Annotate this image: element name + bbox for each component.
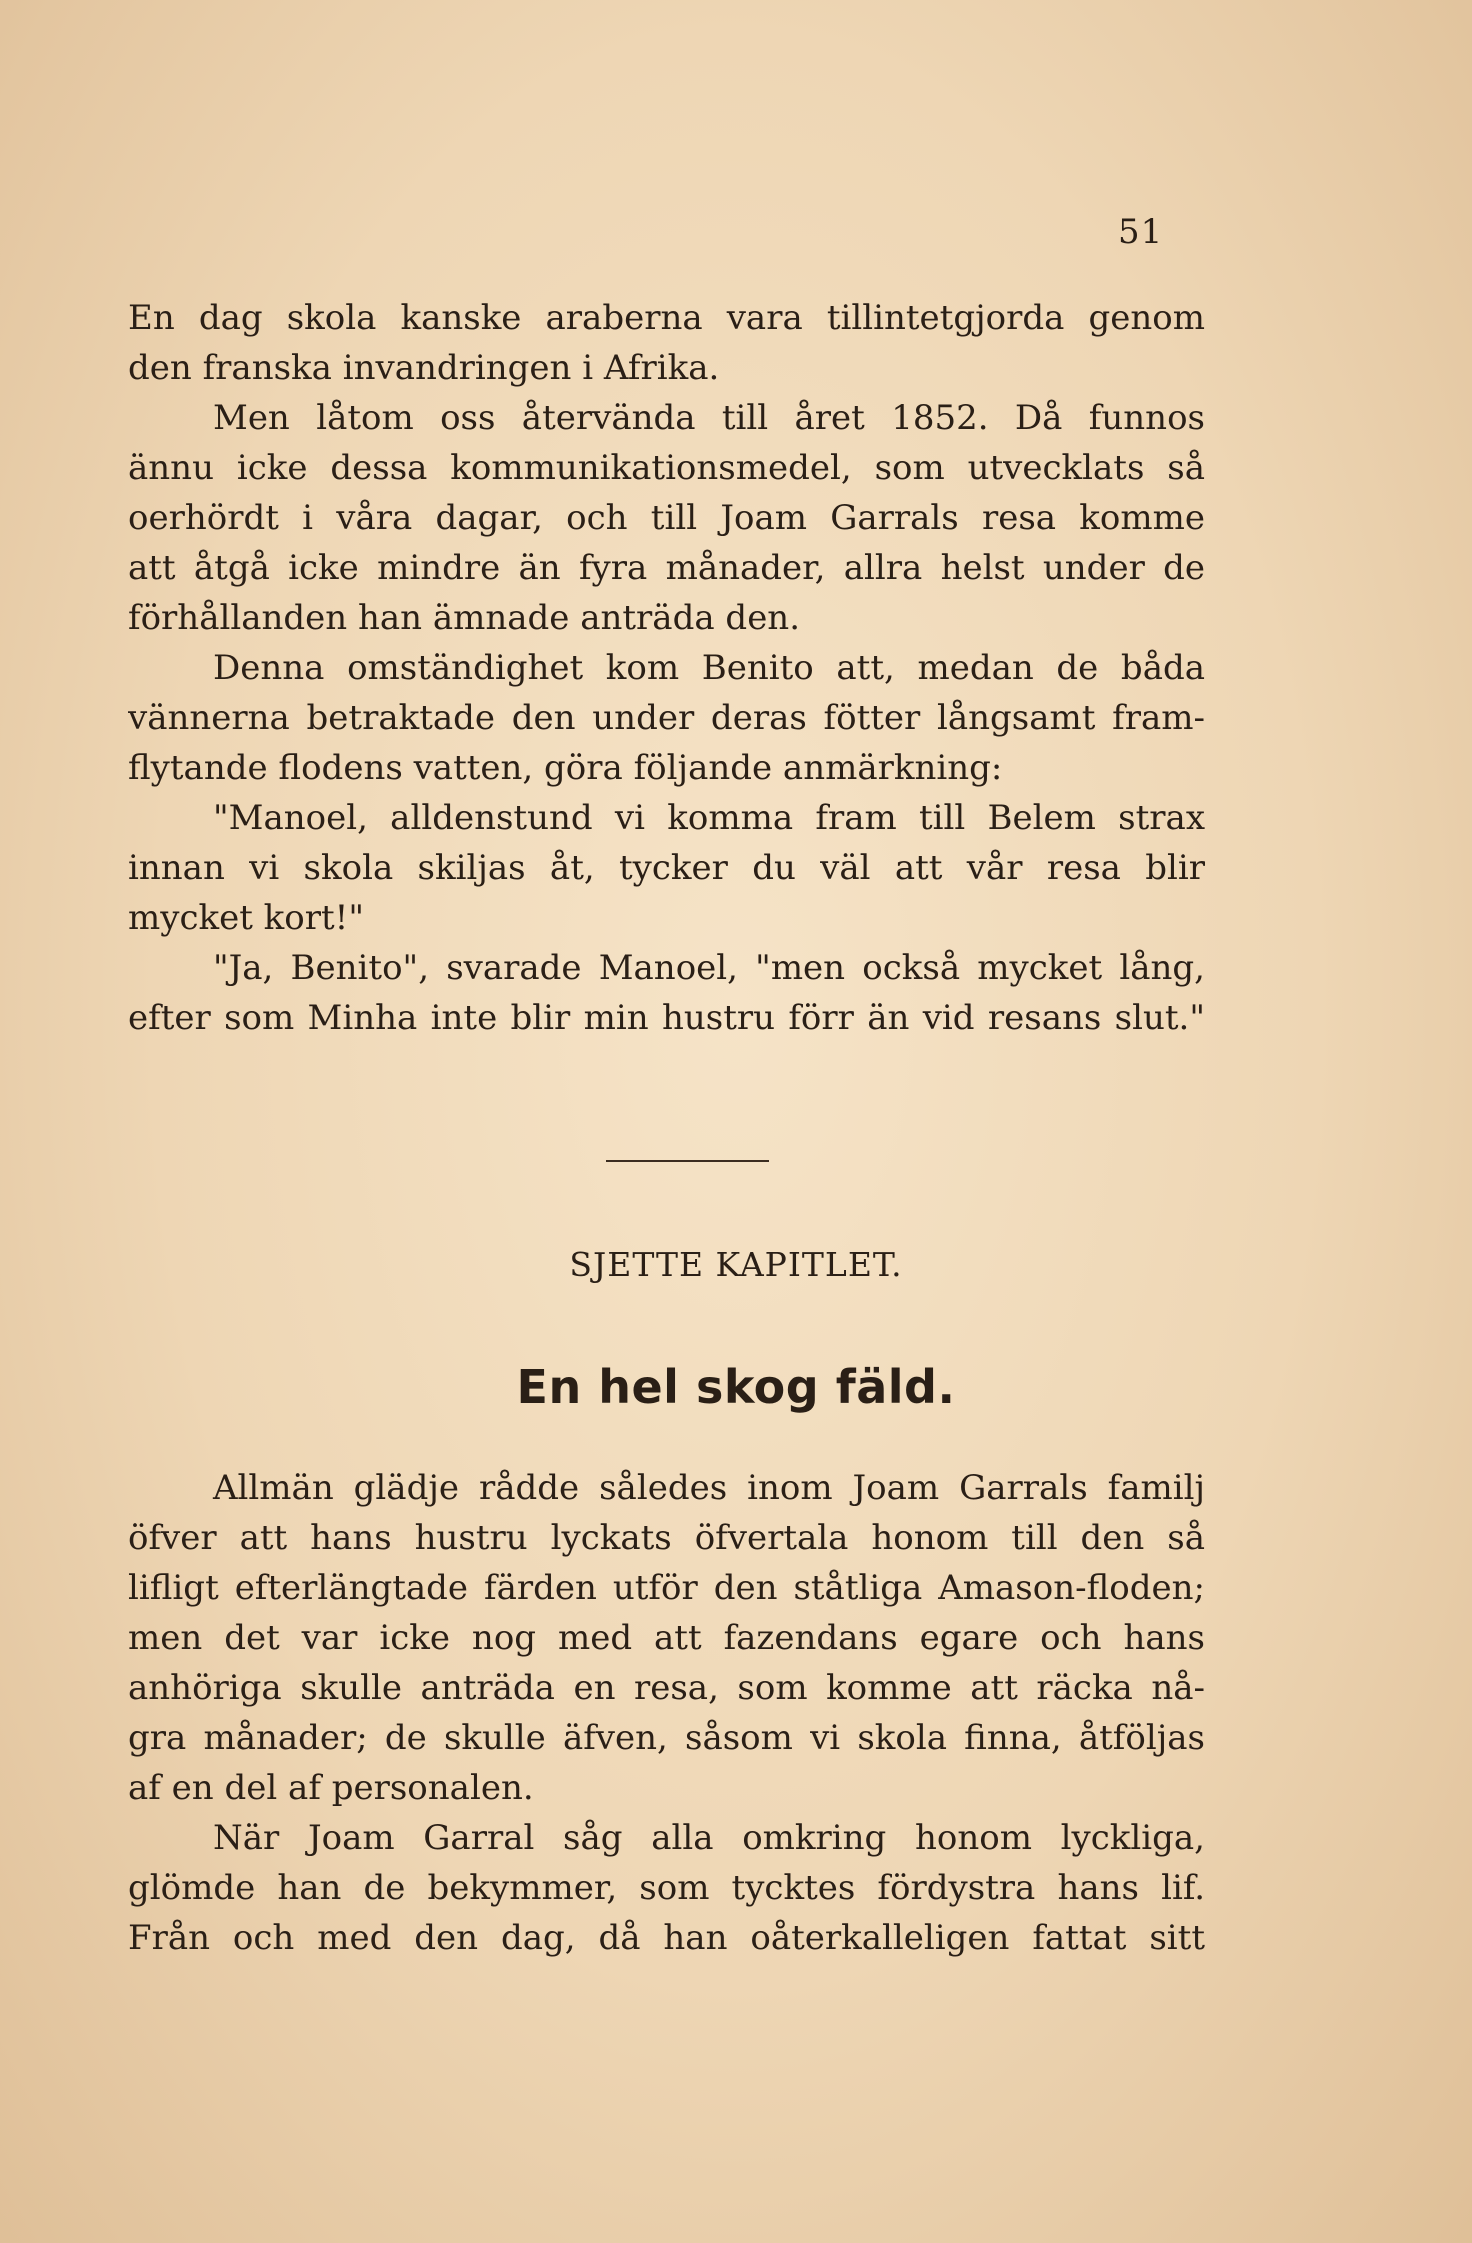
text-line: mycket kort!" xyxy=(128,898,364,938)
text-line: Men låtom oss återvända till året 1852. Då funnos xyxy=(213,398,1205,438)
text-line: "Manoel, alldenstund vi komma fram till Belem strax xyxy=(213,798,1205,838)
text-line: oerhördt i våra dagar, och till Joam Garrals resa komme xyxy=(128,498,1205,538)
text-line: efter som Minha inte blir min hustru förr än vid resans slut." xyxy=(128,998,1205,1038)
chapter-label: SJETTE KAPITLET. xyxy=(569,1245,903,1284)
text-line: När Joam Garral såg alla omkring honom lyckliga, xyxy=(213,1818,1205,1858)
text-line: glömde han de bekymmer, som tycktes fördystra hans lif. xyxy=(128,1868,1205,1908)
text-line: af en del af personalen. xyxy=(128,1768,534,1808)
text-line: öfver att hans hustru lyckats öfvertala honom till den så xyxy=(128,1518,1205,1558)
page-number: 51 xyxy=(1118,212,1164,252)
text-line: förhållanden han ämnade anträda den. xyxy=(128,598,801,638)
text-block-top xyxy=(128,293,1205,1043)
text-line: lifligt efterlängtade färden utför den ståtliga Amason-floden; xyxy=(128,1568,1205,1608)
text-line: vännerna betraktade den under deras fötter långsamt fram- xyxy=(128,698,1205,738)
text-line: innan vi skola skiljas åt, tycker du väl att vår resa blir xyxy=(128,848,1205,888)
text-line: flytande flodens vatten, göra följande anmärkning: xyxy=(128,748,1003,788)
text-line: den franska invandringen i Afrika. xyxy=(128,348,720,388)
text-line: "Ja, Benito", svarade Manoel, "men också mycket lång, xyxy=(213,948,1205,988)
text-line: att åtgå icke mindre än fyra månader, allra helst under de xyxy=(128,548,1205,588)
text-line: gra månader; de skulle äfven, såsom vi skola finna, åtföljas xyxy=(128,1718,1205,1758)
text-line: En dag skola kanske araberna vara tillintetgjorda genom xyxy=(128,298,1205,338)
text-line: Allmän glädje rådde således inom Joam Garrals familj xyxy=(213,1468,1205,1508)
text-line: anhöriga skulle anträda en resa, som komme att räcka nå- xyxy=(128,1668,1205,1708)
text-block-bottom xyxy=(128,1463,1205,1963)
text-line: Från och med den dag, då han oåterkalleligen fattat sitt xyxy=(128,1918,1205,1958)
section-divider xyxy=(606,1160,769,1162)
text-line: men det var icke nog med att fazendans egare och hans xyxy=(128,1618,1205,1658)
chapter-title: En hel skog fäld. xyxy=(516,1360,956,1414)
text-line: Denna omständighet kom Benito att, medan de båda xyxy=(213,648,1205,688)
text-line: ännu icke dessa kommunikationsmedel, som utvecklats så xyxy=(128,448,1205,488)
